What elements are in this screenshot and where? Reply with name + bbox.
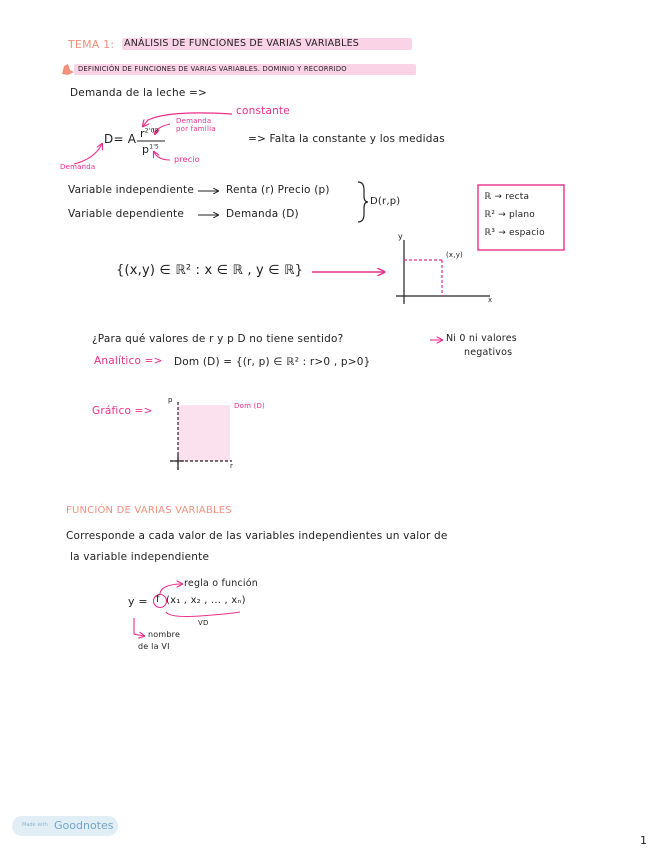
formula-note: => Falta la constante y los medidas bbox=[248, 133, 445, 145]
xy-axis-x-label: x bbox=[488, 296, 493, 304]
nombre-annotation-1: nombre bbox=[148, 630, 181, 639]
xy-point-label: (x,y) bbox=[446, 251, 463, 259]
space-plano: ℝ² → plano bbox=[484, 210, 535, 220]
arrow-nombre bbox=[134, 618, 144, 636]
multivar-text-1: Corresponde a cada valor de las variables independientes un valor de bbox=[66, 530, 448, 542]
demand-intro: Demanda de la leche => bbox=[70, 87, 208, 99]
page-number: 1 bbox=[640, 834, 648, 847]
formula-lhs: D= A bbox=[104, 132, 137, 146]
space-espacio: ℝ³ → espacio bbox=[484, 228, 545, 238]
goodnotes-badge[interactable] bbox=[12, 816, 118, 836]
domain-answer-2: negativos bbox=[464, 347, 513, 358]
indep-label: Variable independiente bbox=[68, 184, 195, 196]
topic-prefix: TEMA 1: bbox=[68, 38, 115, 51]
indep-value: Renta (r) Precio (p) bbox=[226, 184, 330, 196]
domain-graph-label: Dom (D) bbox=[234, 402, 265, 410]
analytic-label: Analítico => bbox=[94, 355, 163, 367]
graphic-label: Gráfico => bbox=[92, 405, 153, 417]
domain-question: ¿Para qué valores de r y p D no tiene sentido? bbox=[92, 333, 344, 345]
equation-f: f bbox=[156, 594, 160, 605]
dep-value: Demanda (D) bbox=[226, 208, 299, 220]
function-label: D(r,p) bbox=[370, 196, 401, 207]
arrow-demanda bbox=[74, 144, 102, 164]
analytic-expression: Dom (D) = {(r, p) ∈ ℝ² : r>0 , p>0} bbox=[174, 356, 371, 368]
dep-label: Variable dependiente bbox=[68, 208, 185, 220]
annotation-precio: precio bbox=[174, 155, 200, 164]
set-expression: {(x,y) ∈ ℝ² : x ∈ ℝ , y ∈ ℝ} bbox=[116, 263, 304, 278]
vd-label: VD bbox=[198, 619, 209, 627]
made-with-text: Made with bbox=[22, 822, 48, 828]
nombre-annotation-2: de la VI bbox=[138, 642, 170, 651]
annotation-demanda-familia: Demanda por familia bbox=[176, 117, 216, 133]
domain-axis-r-label: r bbox=[230, 462, 234, 470]
equation-args: (x₁ , x₂ , ... , xₙ) bbox=[166, 595, 246, 606]
annotation-constante: constante bbox=[236, 105, 290, 117]
section-title: DEFINICIÓN DE FUNCIONES DE VARIAS VARIABLES. DOMINIO Y RECORRIDO bbox=[78, 65, 347, 73]
goodnotes-logo: Goodnotes bbox=[54, 819, 114, 832]
equation-lhs: y = bbox=[128, 595, 148, 608]
xy-axis-y-label: y bbox=[398, 232, 403, 241]
formula-numerator: $r^{2'08}$ bbox=[140, 127, 159, 140]
domain-region bbox=[178, 405, 230, 461]
domain-answer-1: Ni 0 ni valores bbox=[446, 333, 517, 344]
brace bbox=[358, 182, 368, 222]
multivar-heading: FUNCIÓN DE VARIAS VARIABLES bbox=[66, 505, 232, 516]
formula-denominator: $p^{1'5}$ bbox=[142, 143, 160, 156]
arrow-regla bbox=[160, 584, 182, 594]
regla-annotation: regla o función bbox=[184, 578, 258, 589]
space-recta: ℝ → recta bbox=[484, 192, 530, 202]
domain-axis-p-label: p bbox=[168, 396, 173, 404]
topic-title: ANÁLISIS DE FUNCIONES DE VARIAS VARIABLES bbox=[124, 38, 360, 49]
bullet-icon bbox=[62, 64, 74, 75]
multivar-text-2: la variable independiente bbox=[70, 551, 210, 563]
annotation-demanda: Demanda bbox=[60, 163, 96, 171]
vd-brace bbox=[166, 612, 240, 617]
